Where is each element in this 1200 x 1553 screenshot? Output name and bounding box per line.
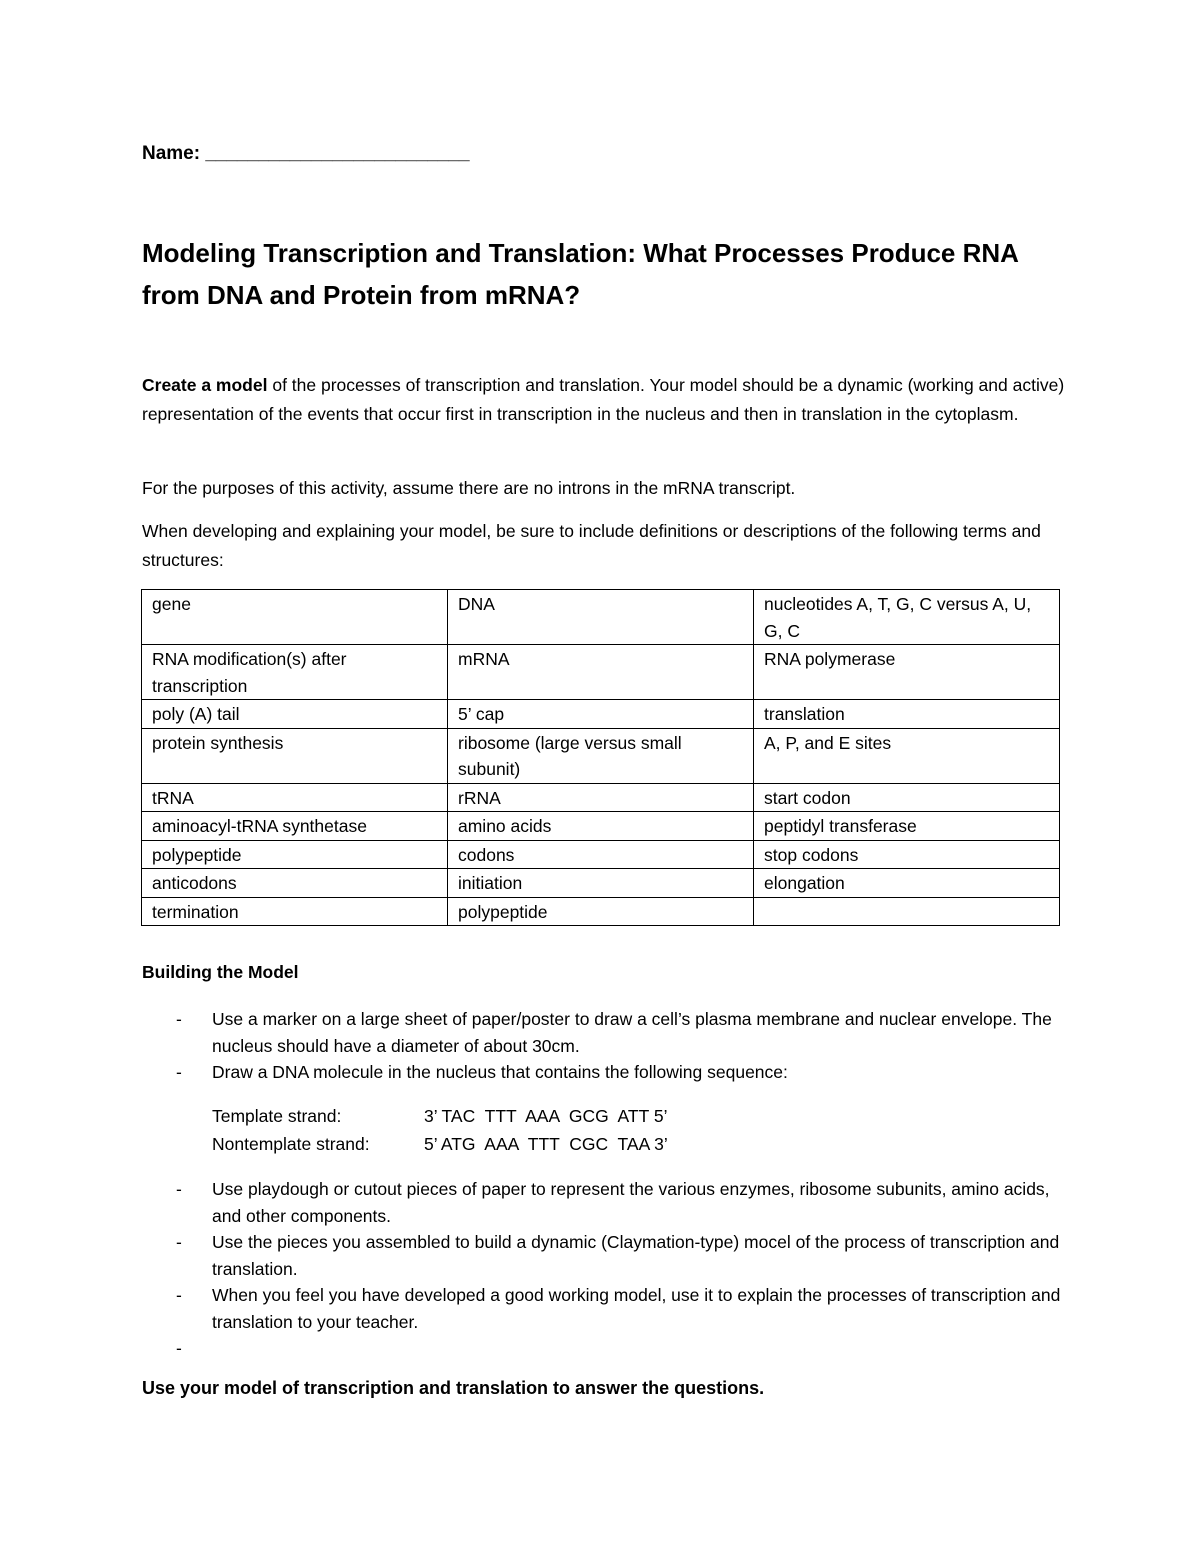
table-row	[142, 783, 1060, 812]
table-cell: polypeptide	[448, 897, 754, 926]
bullet-text: Use a marker on a large sheet of paper/poster to draw a cell’s plasma membrane and nuclear envelope. The nucleus should have a diameter of about 30cm.	[212, 1009, 1052, 1056]
table-row	[142, 590, 1060, 645]
table-cell: elongation	[754, 869, 1060, 898]
table-cell: polypeptide	[142, 840, 448, 869]
table-cell: anticodons	[142, 869, 448, 898]
table-cell: aminoacyl-tRNA synthetase	[142, 812, 448, 841]
bullet-text: When you feel you have developed a good working model, use it to explain the processes of transcription and translation to your teacher.	[212, 1285, 1061, 1332]
sequence-row-template	[212, 1102, 668, 1130]
bullet-list-b	[142, 1176, 1072, 1361]
table-cell: ribosome (large versus small subunit)	[448, 728, 754, 783]
table-row	[142, 840, 1060, 869]
assumption-paragraph: For the purposes of this activity, assume there are no introns in the mRNA transcript.	[142, 478, 796, 498]
bullet-dash: -	[176, 1285, 182, 1305]
table-cell: start codon	[754, 783, 1060, 812]
table-cell: protein synthesis	[142, 728, 448, 783]
sequence-row-nontemplate	[212, 1130, 668, 1158]
table-cell: tRNA	[142, 783, 448, 812]
sequence-value: 3’ TAC TTT AAA GCG ATT 5’	[424, 1106, 668, 1126]
bullet-dash: -	[176, 1179, 182, 1199]
table-cell: 5’ cap	[448, 700, 754, 729]
table-cell: rRNA	[448, 783, 754, 812]
bullet-item	[142, 1282, 1072, 1335]
bullet-text: Use the pieces you assembled to build a dynamic (Claymation-type) mocel of the process of transcription and translation.	[212, 1232, 1060, 1279]
instruction-paragraph: When developing and explaining your model, be sure to include definitions or descriptions of the following terms and structures:	[142, 521, 1041, 570]
bullet-item	[142, 1176, 1072, 1229]
table-cell: RNA modification(s) after transcription	[142, 645, 448, 700]
table-cell: RNA polymerase	[754, 645, 1060, 700]
table-row	[142, 812, 1060, 841]
sequence-value: 5’ ATG AAA TTT CGC TAA 3’	[424, 1134, 668, 1154]
bullet-dash: -	[176, 1062, 182, 1082]
intro-bold-lead: Create a model	[142, 375, 268, 395]
bullet-list-a	[142, 1006, 1072, 1086]
intro-paragraph	[142, 371, 1067, 428]
bullet-text: Draw a DNA molecule in the nucleus that contains the following sequence:	[212, 1062, 788, 1082]
dna-sequences	[212, 1102, 668, 1158]
bullet-item	[142, 1006, 1072, 1059]
table-cell: nucleotides A, T, G, C versus A, U, G, C	[754, 590, 1060, 645]
table-cell: translation	[754, 700, 1060, 729]
building-heading: Building the Model	[142, 962, 299, 982]
document-title: Modeling Transcription and Translation: What Processes Produce RNA from DNA and Protein from mRNA?	[142, 238, 1018, 310]
bullet-item	[142, 1059, 1072, 1086]
bullet-item	[142, 1229, 1072, 1282]
bullet-dash: -	[176, 1338, 182, 1358]
bullet-item-empty	[142, 1335, 1072, 1361]
bullet-dash: -	[176, 1232, 182, 1252]
closing-instruction: Use your model of transcription and translation to answer the questions.	[142, 1378, 765, 1398]
table-row	[142, 869, 1060, 898]
table-row	[142, 897, 1060, 926]
table-cell: amino acids	[448, 812, 754, 841]
table-row	[142, 645, 1060, 700]
table-cell: termination	[142, 897, 448, 926]
bullet-text: Use playdough or cutout pieces of paper to represent the various enzymes, ribosome subunits, amino acids, and other components.	[212, 1179, 1050, 1226]
table-row	[142, 728, 1060, 783]
table-cell: stop codons	[754, 840, 1060, 869]
name-field-label: Name: _________________________	[142, 143, 470, 164]
table-cell	[754, 897, 1060, 926]
table-cell: initiation	[448, 869, 754, 898]
sequence-label: Nontemplate strand:	[212, 1134, 370, 1154]
sequence-label: Template strand:	[212, 1106, 342, 1126]
table-row	[142, 700, 1060, 729]
table-cell: DNA	[448, 590, 754, 645]
table-cell: A, P, and E sites	[754, 728, 1060, 783]
terms-table	[141, 589, 1060, 926]
intro-text: of the processes of transcription and translation. Your model should be a dynamic (working and active) representation of the events that occur first in transcription in the nucleus and then in translation in the cytoplasm.	[142, 375, 1065, 424]
table-cell: codons	[448, 840, 754, 869]
table-cell: poly (A) tail	[142, 700, 448, 729]
table-cell: peptidyl transferase	[754, 812, 1060, 841]
table-cell: mRNA	[448, 645, 754, 700]
table-cell: gene	[142, 590, 448, 645]
bullet-dash: -	[176, 1009, 182, 1029]
